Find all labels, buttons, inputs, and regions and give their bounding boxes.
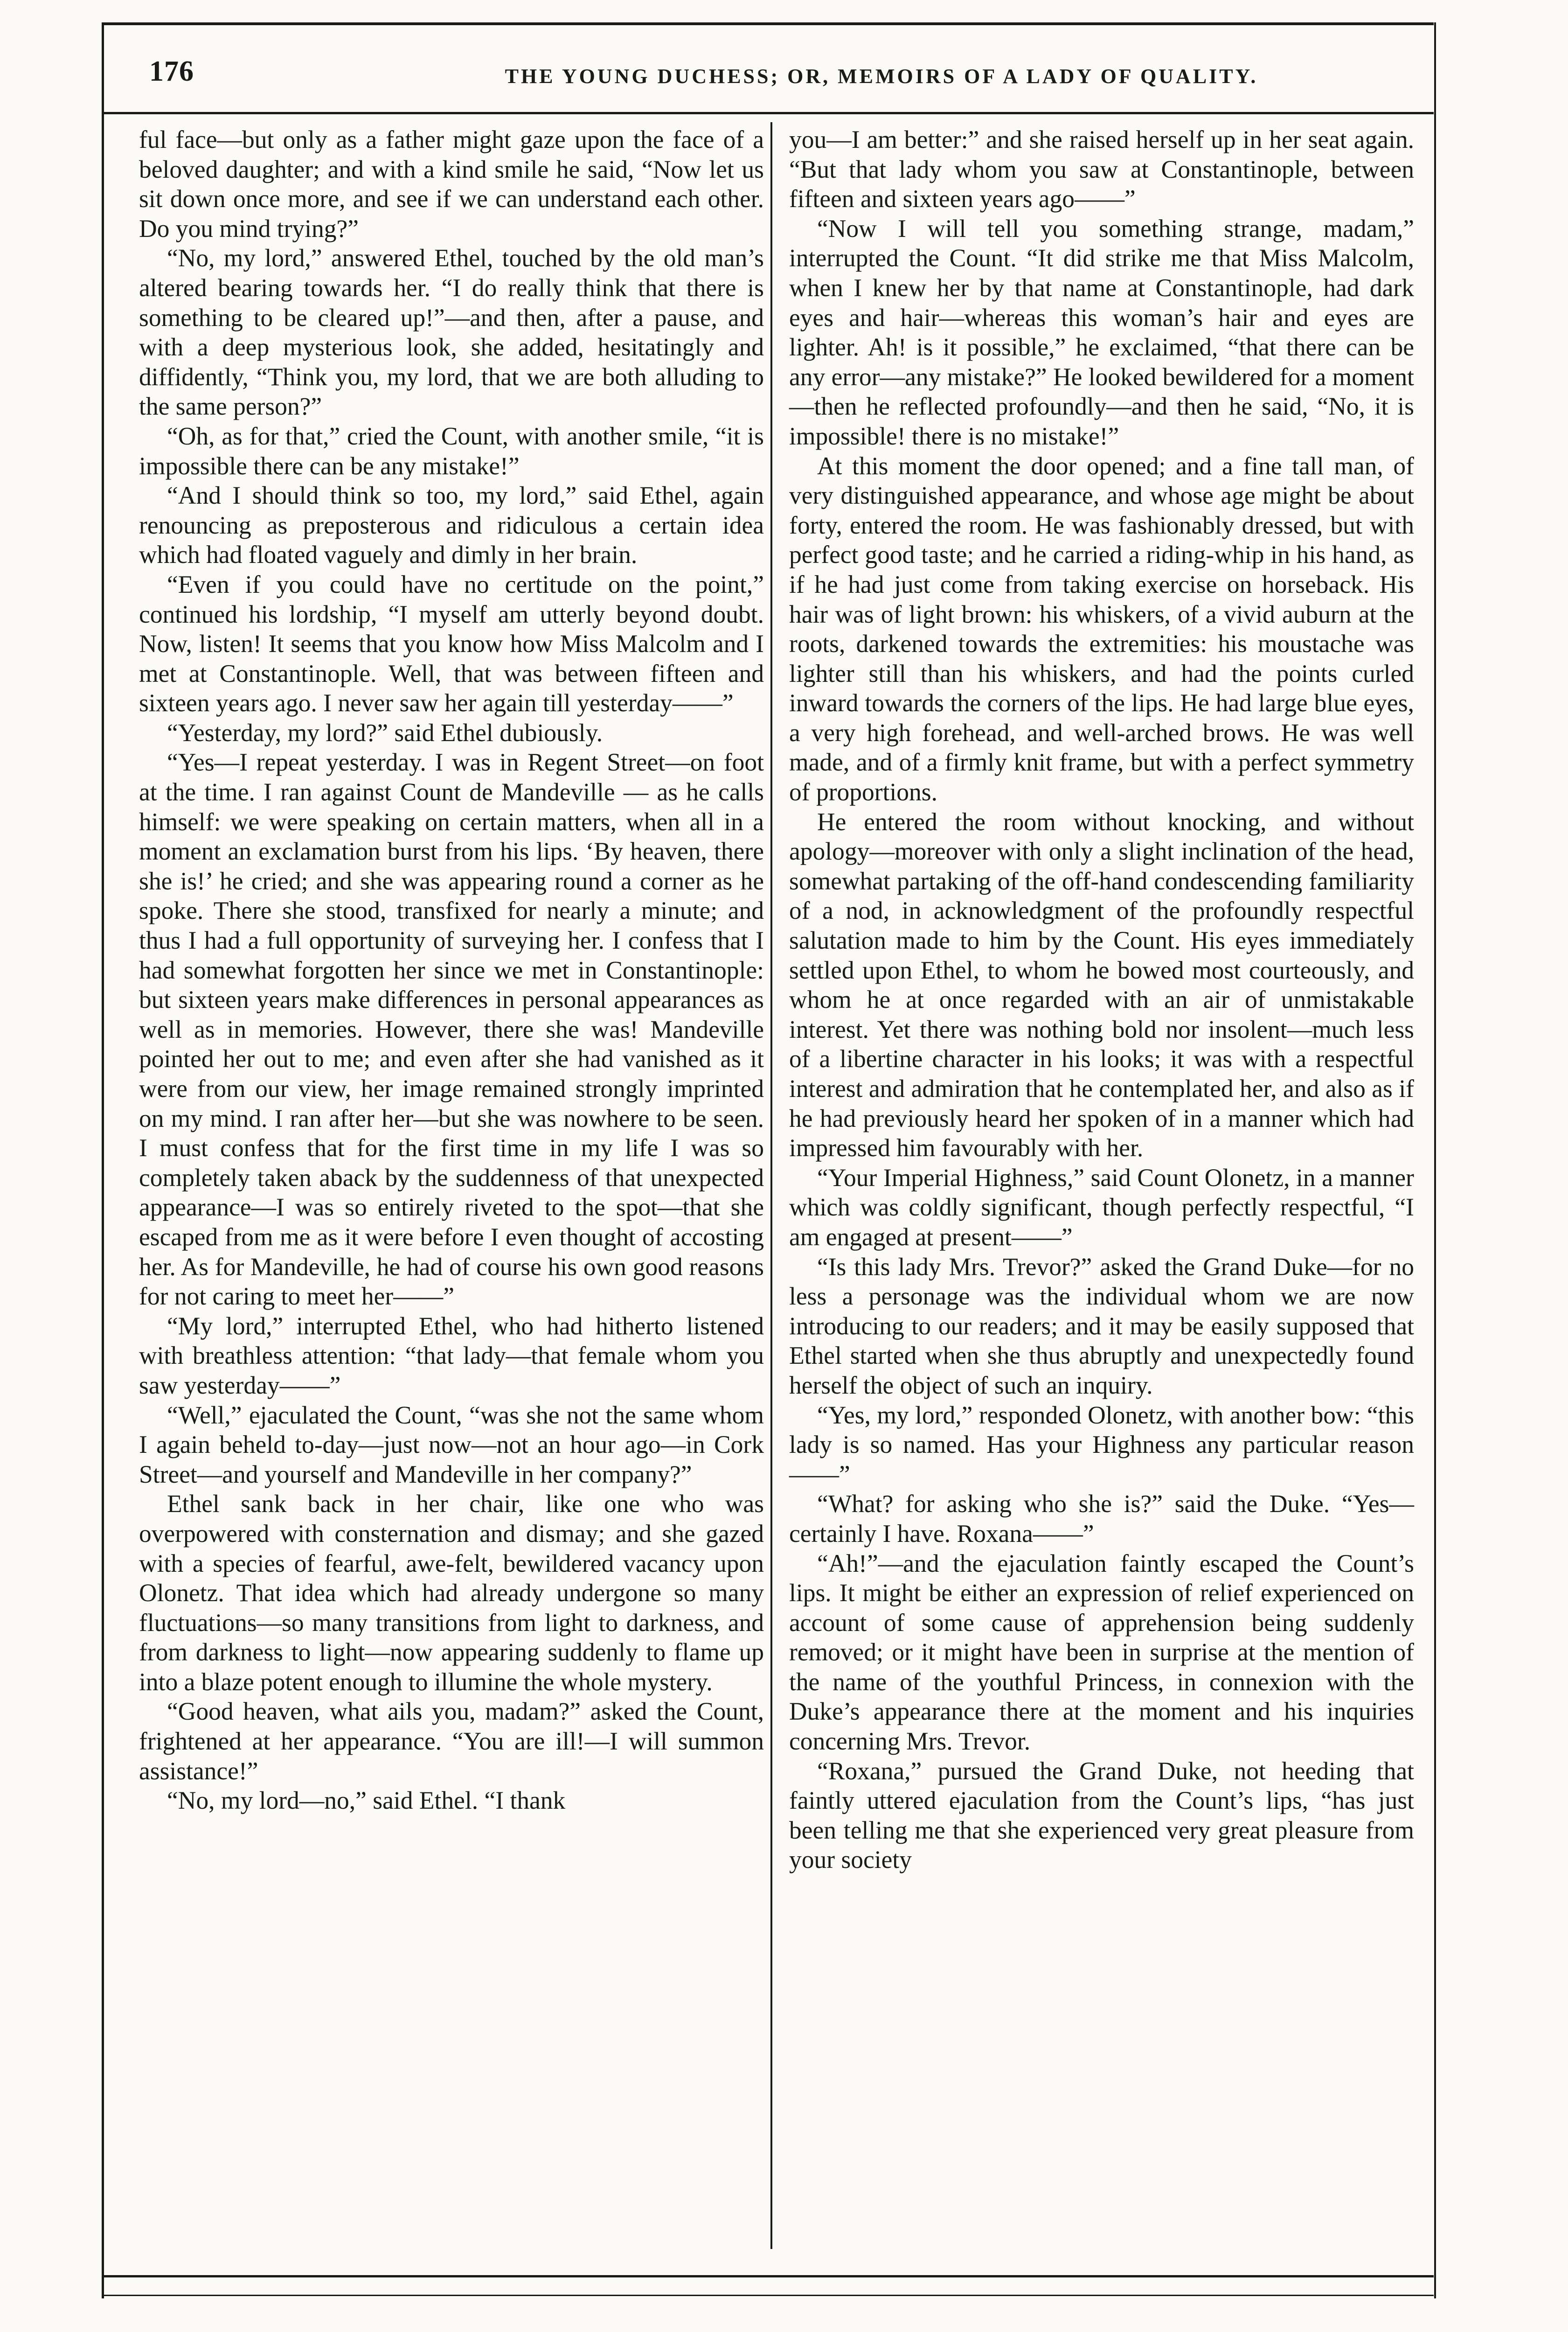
- paragraph: “Now I will tell you something strange, madam,” interrupted the Count. “It did strike me that Miss Malcolm, when I knew her by that name at Constantinople, had dark eyes and hair—whereas this woman’s hair and eyes are lighter. Ah! is it possible,” he exclaimed, “that there can be any error—any mistake?” He looked bewildered for a moment—then he reflected profoundly—and then he said, “No, it is impossible! there is no mistake!”: [789, 214, 1414, 450]
- paragraph: “Your Imperial Highness,” said Count Olonetz, in a manner which was coldly significant, though perfectly respectful, “I am engaged at present——”: [789, 1163, 1414, 1251]
- paragraph: ful face—but only as a father might gaze upon the face of a beloved daughter; and with a kind smile he said, “Now let us sit down once more, and see if we can understand each other. Do you mind trying?”: [139, 125, 764, 243]
- running-head: THE YOUNG DUCHESS; OR, MEMOIRS OF A LADY OF QUALITY.: [505, 65, 1258, 88]
- paragraph: “No, my lord—no,” said Ethel. “I thank: [167, 1786, 566, 1815]
- paragraph: “Well,” ejaculated the Count, “was she not the same whom I again beheld to-day—just now—not an hour ago—in Cork Street—and yourself and Mandeville in her company?”: [139, 1401, 764, 1488]
- paragraph: “Good heaven, what ails you, madam?” asked the Count, frightened at her appearance. “You are ill!—I will summon assistance!”: [139, 1697, 764, 1785]
- paragraph: He entered the room without knocking, and without apology—moreover with only a slight inclination of the head, somewhat partaking of the off-hand condescending familiarity of a nod, in acknowledgment of the profoundly respectful salutation made to him by the Count. His eyes immediately settled upon Ethel, to whom he bowed most courteously, and whom he at once regarded with an air of unmistakable interest. Yet there was nothing bold nor insolent—much less of a libertine character in his looks; it was with a respectful interest and admiration that he contemplated her, and also as if he had previously heard her spoken of in a manner which had impressed him favourably with her.: [789, 807, 1414, 1162]
- paragraph: “Oh, as for that,” cried the Count, with another smile, “it is impossible there can be any mistake!”: [139, 422, 764, 480]
- page-number: 176: [149, 56, 194, 87]
- paragraph: “My lord,” interrupted Ethel, who had hitherto listened with breathless attention: “that lady—that female whom you saw yesterday——”: [139, 1312, 764, 1399]
- right-column: [789, 125, 1414, 1875]
- paragraph: “Ah!”—and the ejaculation faintly escaped the Count’s lips. It might be either an expression of relief experienced on account of some cause of apprehension being suddenly removed; or it might have been in surprise at the mention of the name of the youthful Princess, in connexion with the Duke’s appearance there at the moment and his inquiries concerning Mrs. Trevor.: [789, 1549, 1414, 1756]
- paragraph: “And I should think so too, my lord,” said Ethel, again renouncing as preposterous and ridiculous a certain idea which had floated vaguely and dimly in her brain.: [139, 481, 764, 569]
- paragraph: “Yes, my lord,” responded Olonetz, with another bow: “this lady is so named. Has your Highness any particular reason——”: [789, 1401, 1414, 1488]
- bottom-rule: [102, 2275, 1434, 2277]
- top-rule: [102, 22, 1434, 25]
- column-divider: [770, 122, 772, 2249]
- paragraph: “Is this lady Mrs. Trevor?” asked the Grand Duke—for no less a personage was the individual whom we are now introducing to our readers; and it may be easily supposed that Ethel started when she thus abruptly and unexpectedly found herself the object of such an inquiry.: [789, 1252, 1414, 1399]
- bottom-rule-thin: [102, 2295, 1434, 2296]
- left-column: [139, 125, 764, 1816]
- paragraph: “No, my lord,” answered Ethel, touched by the old man’s altered bearing towards her. “I do really think that there is something to be cleared up!”—and then, after a pause, and with a deep mysterious look, she added, hesitatingly and diffidently, “Think you, my lord, that we are both alluding to the same person?”: [139, 244, 764, 421]
- paragraph: “Roxana,” pursued the Grand Duke, not heeding that faintly uttered ejaculation from the Count’s lips, “has just been telling me that she experienced very great pleasure from your society: [789, 1756, 1414, 1874]
- header-rule: [102, 112, 1434, 114]
- paragraph: “What? for asking who she is?” said the Duke. “Yes—certainly I have. Roxana——”: [789, 1490, 1414, 1548]
- paragraph: Ethel sank back in her chair, like one who was overpowered with consternation and dismay; and she gazed with a species of fearful, awe-felt, bewildered vacancy upon Olonetz. That idea which had already undergone so many fluctuations—so many transitions from light to darkness, and from darkness to light—now appearing suddenly to flame up into a blaze potent enough to illumine the whole mystery.: [139, 1490, 764, 1696]
- paragraph: “Yesterday, my lord?” said Ethel dubiously.: [167, 718, 603, 747]
- paragraph: you—I am better:” and she raised herself up in her seat again. “But that lady whom you saw at Constantinople, between fifteen and sixteen years ago——”: [789, 125, 1414, 213]
- paragraph: At this moment the door opened; and a fine tall man, of very distinguished appearance, and whose age might be about forty, entered the room. He was fashionably dressed, but with perfect good taste; and he carried a riding-whip in his hand, as if he had just come from taking exercise on horseback. His hair was of light brown: his whiskers, of a vivid auburn at the roots, darkened towards the extremities: his moustache was lighter still than his whiskers, and had the points curled inward towards the corners of the lips. He had large blue eyes, a very high forehead, and well-arched brows. He was well made, and of a firmly knit frame, but with a perfect symmetry of proportions.: [789, 451, 1414, 806]
- page-header: [121, 50, 1418, 102]
- paragraph: “Yes—I repeat yesterday. I was in Regent Street—on foot at the time. I ran against Count de Mandeville — as he calls himself: we were speaking on certain matters, when all in a moment an exclamation burst from his lips. ‘By heaven, there she is!’ he cried; and she was appearing round a corner as he spoke. There she stood, transfixed for nearly a minute; and thus I had a full opportunity of surveying her. I confess that I had somewhat forgotten her since we met in Constantinople: but sixteen years make differences in personal appearances as well as in memories. However, there she was! Mandeville pointed her out to me; and even after she had vanished as it were from our view, her image remained strongly imprinted on my mind. I ran after her—but she was nowhere to be seen. I must confess that for the first time in my life I was so completely taken aback by the suddenness of that unexpected appearance—I was so entirely riveted to the spot—that she escaped from me as it were before I even thought of accosting her. As for Mandeville, he had of course his own good reasons for not caring to meet her——”: [139, 748, 764, 1311]
- paragraph: “Even if you could have no certitude on the point,” continued his lordship, “I myself am utterly beyond doubt. Now, listen! It seems that you know how Miss Malcolm and I met at Constantinople. Well, that was between fifteen and sixteen years ago. I never saw her again till yesterday——”: [139, 570, 764, 717]
